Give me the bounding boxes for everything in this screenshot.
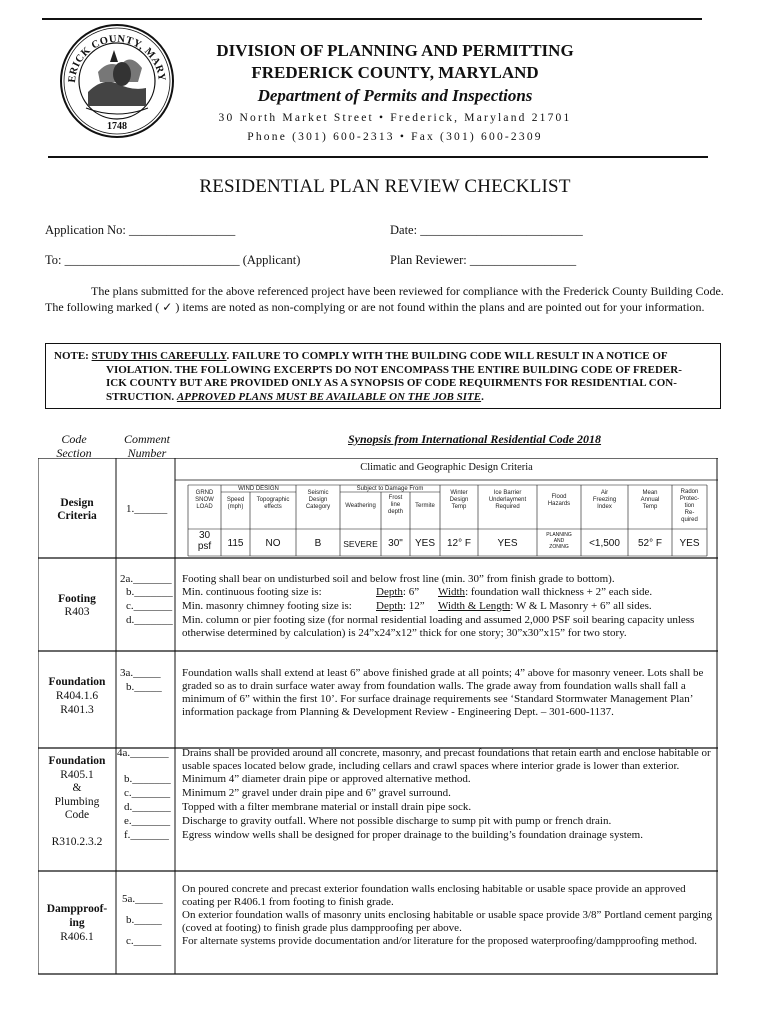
foundation-2-extra-code: R310.2.3.2 [51,836,103,848]
val-air-freezing: <1,500 [589,538,620,549]
hdr-frost: Frost line depth [387,495,403,515]
footing-title: Footing [58,593,96,605]
comment-4b[interactable]: b._______ [124,773,171,785]
dampproof-code: R406.1 [60,931,94,943]
hdr-radon: Radon Protec- tion Re- quired [679,489,700,523]
note-line4: STRUCTION. [106,390,175,403]
comment-3b[interactable]: b._____ [126,681,162,693]
comment-4d[interactable]: d._______ [124,801,171,813]
col-comment-number: Comment Number [124,432,170,460]
foundation-2-line-a: R405.1 [60,768,94,781]
comment-3a[interactable]: 3a._____ [120,667,161,679]
foundation-1-title: Foundation [48,676,106,688]
comment-2a[interactable]: 2a._______ [120,573,172,585]
footing-line-3-label: Min. masonry chimney footing size is: [182,600,352,612]
comment-4c[interactable]: c._______ [124,787,171,799]
hdr-flood: Flood Hazards [547,494,571,507]
comment-4f[interactable]: f._______ [124,829,169,841]
val-winter: 12° F [446,538,471,549]
val-termite: YES [414,538,435,549]
footing-depth-value: : 6” [402,586,420,598]
footing-line-3 [182,600,712,613]
foundation-2-line-1: Drains shall be provided around all concrete, masonry, and precast foundations that retain earth and enclose habitable or usable spaces located below grade, including cellars and crawl spaces where interior grade is lower than exterior. [182,747,711,772]
note-line1: . FAILURE TO COMPLY WITH THE BUILDING CODE WILL RESULT IN A NOTICE OF [226,350,668,362]
comment-5c[interactable]: c._____ [126,935,162,947]
foundation-1-text: Foundation walls shall extend at least 6” above finished grade at all points; 4” above for masonry veneer. Lots shall be graded so as to drain surface water away from foundation walls. The grade away from foundation walls shall fall a minimum of 6” within the first 10’. For surface drainage requirements see ‘Standard Stormwater Management Plan’ information package from Planning & Development Review - Engineering Dept. – 301-600-1137. [182,667,704,718]
val-seismic: B [314,538,322,549]
note-line2: VIOLATION. THE FOLLOWING EXCERPTS DO NOT ENCOMPASS THE ENTIRE BUILDING CODE OF FREDER- [106,363,682,376]
footing-line-2 [182,586,712,599]
val-frost: 30" [388,538,403,549]
note-label: NOTE: [54,350,89,362]
hdr-termite: Termite [415,503,435,509]
hdr-weathering: Weathering [345,503,376,509]
hdr-speed: Speed (mph) [226,497,245,510]
comment-4a[interactable]: 4a._______ [117,747,169,759]
foundation-2-line-b: & [72,782,82,794]
foundation-2-line-5: Discharge to gravity outfall. Where not possible discharge to sump pit with pump or french drain. [182,815,612,827]
comment-1[interactable]: 1.______ [126,503,168,515]
note-line4-end: . [481,390,484,403]
climatic-table-title: Climatic and Geographic Design Criteria [360,462,533,473]
seal-year: 1748 [107,121,127,132]
val-radon: YES [679,538,700,549]
header-top-rule [42,18,702,20]
page-title: RESIDENTIAL PLAN REVIEW CHECKLIST [199,176,571,197]
county-heading: FREDERICK COUNTY, MARYLAND [251,63,539,82]
comment-2d[interactable]: d._______ [126,614,173,626]
division-heading: DIVISION OF PLANNING AND PERMITTING [216,41,574,60]
chimney-depth-label: Depth [376,600,403,612]
foundation-2-line-d: Code [64,809,90,821]
val-ice-barrier: YES [497,538,518,549]
foundation-2-line-6: Egress window wells shall be designed for proper drainage to the building’s foundation drainage system. [182,829,643,841]
val-flood: PLANNING AND ZONING [546,532,572,550]
header-bottom-rule [48,156,708,158]
footing-section [38,593,116,619]
hdr-topographic: Topographic effects [256,497,290,510]
foundation-1-code-a: R404.1.6 [55,690,99,702]
foundation-2-title: Foundation [48,755,106,767]
hdr-mean-temp: Mean Annual Temp [640,490,660,510]
foundation-2-line-2: Minimum 4” diameter drain pipe or approved alternative method. [182,773,471,785]
address-line: 30 North Market Street • Frederick, Maryland 21701 [218,112,572,124]
dampproof-line-1: On poured concrete and precast exterior foundation walls enclosing habitable or usable space provide an approved coating per R406.1 from footing to finish grade. [182,883,686,908]
dampproof-line-3: For alternate systems provide documentation and/or literature for the proposed waterproofing/dampproofing method. [182,935,698,947]
note-box [45,343,721,409]
val-speed: 115 [227,538,244,549]
hdr-damage: Subject to Damage From [356,486,424,492]
phone-line: Phone (301) 600-2313 • Fax (301) 600-2309 [247,131,543,143]
val-mean-temp: 52° F [637,538,662,549]
foundation-section-1 [38,675,116,717]
footing-depth-label: Depth [376,586,403,598]
hdr-winter: Winter Design Temp [449,490,469,510]
chimney-wl-label: Width & Length [438,600,511,612]
val-ground-snow: 30 psf [197,530,212,552]
dampproof-section [38,902,116,944]
foundation-2-line-4: Topped with a filter membrane material or install drain pipe sock. [182,801,472,813]
design-criteria-section: Design Criteria [57,497,97,522]
footing-width-label: Width [438,586,466,598]
hdr-air-freezing: Air Freezing Index [592,490,617,510]
intro-paragraph: The plans submitted for the above referenced project have been reviewed for compliance with the Frederick County Building Code. The following marked ( ✓ ) items are noted as non-complying or are not found within the plans and are pointed out for your information. [45,284,724,314]
chimney-depth-value: : 12” [402,600,425,612]
note-approved: APPROVED PLANS MUST BE AVAILABLE ON THE JOB SITE [176,390,482,403]
hdr-ground-snow: GRND SNOW LOAD [195,490,214,510]
foundation-2-line-3: Minimum 2” gravel under drain pipe and 6” gravel surround. [182,787,451,799]
dampproof-title-b: ing [69,917,85,929]
comment-2b[interactable]: b._______ [126,586,173,598]
note-study: STUDY THIS CAREFULLY [91,350,227,362]
comment-5a[interactable]: 5a._____ [122,893,163,905]
note-line3: ICK COUNTY BUT ARE PROVIDED ONLY AS A SYNOPSIS OF CODE REQUIRMENTS FOR RESIDENTIAL CON- [106,377,677,389]
col-synopsis: Synopsis from International Residential Code 2018 [348,432,602,446]
foundation-2-line-c: Plumbing [54,795,100,808]
foundation-section-2 [38,755,116,823]
hdr-wind-design: WIND DESIGN [238,486,279,492]
comment-5b[interactable]: b._____ [126,914,162,926]
chimney-wl-value: : W & L Masonry + 6” all sides. [510,600,652,612]
comment-2c[interactable]: c._______ [126,600,173,612]
department-heading: Department of Permits and Inspections [257,86,533,105]
footing-line-2-label: Min. continuous footing size is: [182,586,322,598]
col-code-section: Code Section [56,432,92,460]
hdr-seismic: Seismic Design Category [305,490,331,510]
plan-reviewer-field[interactable]: Plan Reviewer: _________________ [390,253,577,267]
comment-4e[interactable]: e._______ [124,815,171,827]
footing-code: R403 [64,606,90,618]
seal-text: ERICK COUNTY, MARY [66,33,168,84]
val-topographic: NO [265,538,281,549]
date-field[interactable]: Date: __________________________ [390,223,583,237]
dampproof-line-2: On exterior foundation walls of masonry units enclosing habitable or usable space provide 3/8” Portland cement parging (coved at footing) to finish grade plus dampproofing per above. [182,909,713,934]
footing-line-4: Min. column or pier footing size (for normal residential loading and assumed 2,000 PSF soil bearing capacity unless otherwise determined by calculation) is 24”x24”x12” thick for one story; 30”x30”x15” for two story. [182,614,695,639]
footing-width-value: : foundation wall thickness + 2” each side. [465,586,653,598]
foundation-1-code-b: R401.3 [60,704,94,716]
footing-line-1: Footing shall bear on undisturbed soil and below frost line (min. 30” from finish grade to bottom). [182,573,615,585]
dampproof-title-a: Dampproof- [46,903,108,915]
application-no-field[interactable]: Application No: _________________ [45,223,236,237]
val-weathering: SEVERE [343,539,378,549]
hdr-ice-barrier: Ice Barrier Underlayment Required [488,490,527,510]
to-field[interactable]: To: ____________________________ (Applicant) [45,253,301,267]
